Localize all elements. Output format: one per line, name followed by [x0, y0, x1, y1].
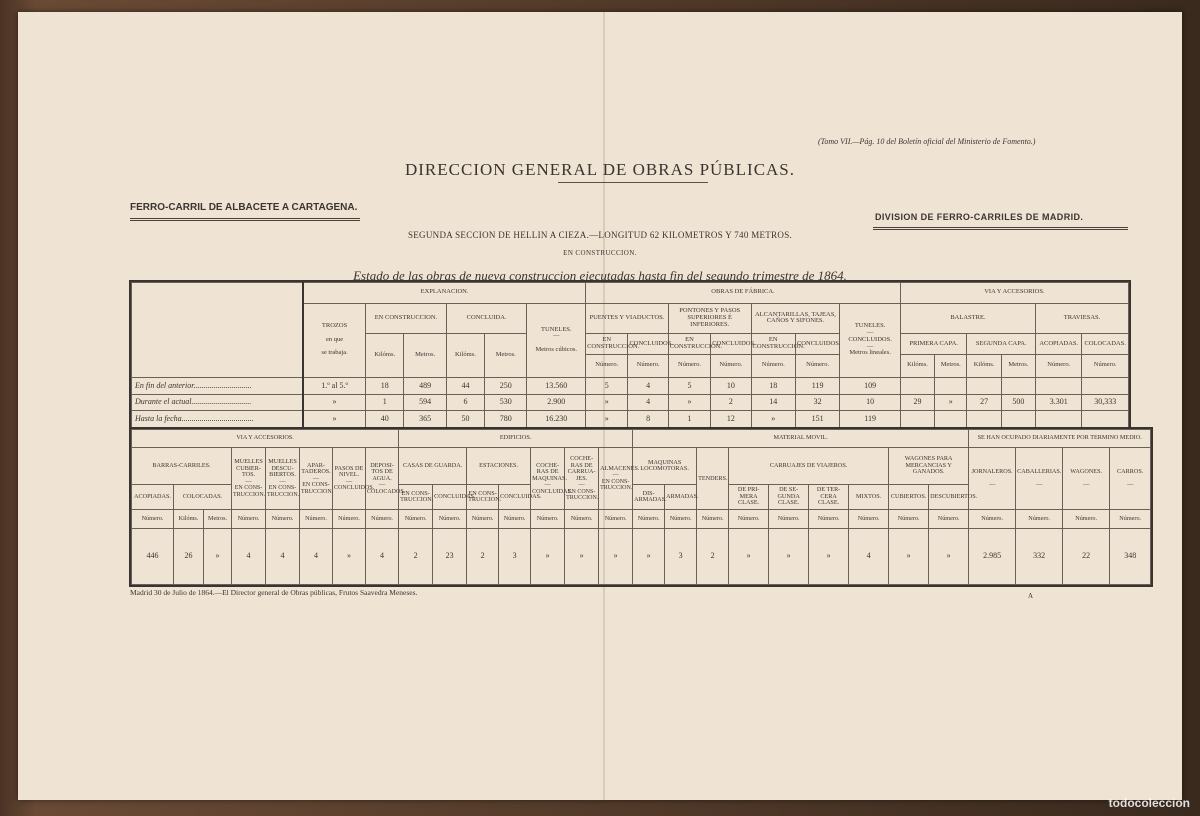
- head-carruajes: CARRUAJES DE VIAJEROS.: [729, 448, 889, 485]
- head-puentes: PUENTES Y VIADUCTOS.: [586, 303, 669, 334]
- head-muelles-cubiertos: MUELLES CUBIER-TOS. — EN CONS-TRUCCION.: [232, 448, 266, 510]
- table-cell: 29: [900, 394, 934, 411]
- table-cell: [1001, 411, 1035, 428]
- row-label: Hasta la fecha....................................: [132, 411, 304, 428]
- table-cell: 1.º al 5.º: [303, 377, 366, 394]
- group-edificios: EDIFICIOS.: [399, 430, 633, 448]
- label-header-cell: [132, 283, 304, 378]
- unit-cell: Número.: [599, 510, 633, 528]
- table-cell: 365: [404, 411, 446, 428]
- table-cell: 18: [751, 377, 795, 394]
- table-cell: 109: [840, 377, 901, 394]
- head-concluidos: CONCLUIDOS.: [628, 334, 668, 355]
- unit-cell: Metros.: [204, 510, 232, 528]
- head-maquinas: MAQUINAS LOCOMOTORAS.: [633, 448, 697, 485]
- head-en-cons: EN CONSTRUCCION.: [668, 334, 710, 355]
- page-mark: A: [1028, 592, 1034, 600]
- unit-cell: Número.: [929, 510, 969, 528]
- table-cell: »: [531, 528, 565, 584]
- signature-line: Madrid 30 de Julio de 1864.—El Director general de Obras públicas, Frutos Saavedra Meneses.: [130, 588, 418, 597]
- table-cell: [900, 377, 934, 394]
- head-carros: CARROS. —: [1110, 448, 1151, 510]
- table-row: [132, 394, 1129, 411]
- group-via-accesorios: VIA Y ACCESORIOS.: [132, 430, 399, 448]
- head-wagones: WAGONES. —: [1063, 448, 1110, 510]
- head-tercera-clase: DE TER-CERA CLASE.: [809, 485, 849, 510]
- head-segunda-clase: DE SE-GUNDA CLASE.: [769, 485, 809, 510]
- watermark: todocoleccion: [1108, 796, 1190, 810]
- table-cell: [1082, 411, 1129, 428]
- table-cell: 40: [366, 411, 404, 428]
- table-cell: 332: [1016, 528, 1063, 584]
- table-cell: [1036, 377, 1082, 394]
- head-metros: Metros.: [1001, 354, 1035, 377]
- unit-cell: Número.: [565, 510, 599, 528]
- table-cell: 4: [849, 528, 889, 584]
- table-cell: 1: [668, 411, 710, 428]
- table-cell: 151: [795, 411, 839, 428]
- table-cell: 23: [433, 528, 467, 584]
- table-cell: »: [599, 528, 633, 584]
- table-cell: 44: [446, 377, 484, 394]
- unit-cell: Número.: [132, 510, 174, 528]
- unit-cell: Número.: [729, 510, 769, 528]
- unit-cell: Número.: [266, 510, 300, 528]
- head-en-cons: EN CONSTRUCCION.: [586, 334, 628, 355]
- head-cocheras-maquinas: COCHE-RAS DE MAQUINAS. — CONCLUIDAS.: [531, 448, 565, 510]
- head-barras-carriles: BARRAS-CARRILES.: [132, 448, 232, 485]
- head-cocheras-carruajes: COCHE-RAS DE CARRUA-JES. — EN CONS-TRUCCION.: [565, 448, 599, 510]
- head-concluidos: CONCLUIDOS.: [795, 334, 839, 355]
- head-kiloms: Kilóms.: [366, 334, 404, 378]
- table-cell: [935, 411, 967, 428]
- division-rule: [873, 227, 1128, 228]
- table-cell: »: [929, 528, 969, 584]
- head-metros: Metros.: [935, 354, 967, 377]
- division-name: DIVISION DE FERRO-CARRILES DE MADRID.: [875, 212, 1084, 222]
- unit-cell: Número.: [809, 510, 849, 528]
- head-numero: Número.: [1082, 354, 1129, 377]
- head-numero: Número.: [628, 354, 668, 377]
- head-pasos-nivel: PASOS DE NIVEL. — CONCLUIDOS.: [333, 448, 366, 510]
- table-row: [132, 377, 1129, 394]
- table-cell: 250: [485, 377, 527, 394]
- document-sheet: [18, 12, 1182, 800]
- head-numero: Número.: [711, 354, 751, 377]
- unit-cell: Número.: [697, 510, 729, 528]
- table-cell: 2: [711, 394, 751, 411]
- table-cell: 13.560: [527, 377, 586, 394]
- title-rule: [558, 182, 708, 183]
- head-concluidos: CONCLUIDOS.: [711, 334, 751, 355]
- railway-name: FERRO-CARRIL DE ALBACETE A CARTAGENA.: [130, 202, 358, 213]
- unit-cell: Kilóms.: [174, 510, 204, 528]
- head-metros: Metros.: [485, 334, 527, 378]
- section-line: SEGUNDA SECCION DE HELLIN A CIEZA.—LONGITUD 62 KILOMETROS Y 740 METROS.: [407, 230, 793, 240]
- unit-cell: Número.: [849, 510, 889, 528]
- table-cell: 4: [366, 528, 399, 584]
- table-cell: »: [769, 528, 809, 584]
- row-label: Durante el actual..............................: [132, 394, 304, 411]
- status-line: EN CONSTRUCCION.: [563, 249, 637, 257]
- group-material-movil: MATERIAL MOVIL.: [633, 430, 969, 448]
- table-cell: 348: [1110, 528, 1151, 584]
- head-primera-capa: PRIMERA CAPA.: [900, 334, 967, 355]
- head-colocadas: COLOCADAS.: [1082, 334, 1129, 355]
- unit-cell: Número.: [665, 510, 697, 528]
- head-estaciones: ESTACIONES.: [467, 448, 531, 485]
- table-cell: 5: [586, 377, 628, 394]
- table-cell: 119: [840, 411, 901, 428]
- head-wagones-mercancias: WAGONES PARA MERCANCIAS Y GANADOS.: [889, 448, 969, 485]
- unit-cell: Número.: [467, 510, 499, 528]
- table-cell: [1036, 411, 1082, 428]
- unit-cell: Número.: [333, 510, 366, 528]
- table-cell: 10: [840, 394, 901, 411]
- head-apartaderos: APAR-TADEROS. — EN CONS-TRUCCION.: [300, 448, 333, 510]
- head-armadas: ARMADAS.: [665, 485, 697, 510]
- table-cell: 12: [711, 411, 751, 428]
- table-cell: 32: [795, 394, 839, 411]
- head-numero: Número.: [751, 354, 795, 377]
- unit-cell: Número.: [433, 510, 467, 528]
- head-tuneles: TUNELES. — Metros cúbicos.: [527, 303, 586, 377]
- head-concluidas: CONCLUIDAS.: [433, 485, 467, 510]
- unit-cell: Número.: [232, 510, 266, 528]
- table-cell: 489: [404, 377, 446, 394]
- table-row: [132, 411, 1129, 428]
- group-termino-medio: SE HAN OCUPADO DIARIAMENTE POR TERMINO MEDIO.: [969, 430, 1151, 448]
- table-cell: [1082, 377, 1129, 394]
- head-kiloms: Kilóms.: [446, 334, 484, 378]
- table-cell: [935, 377, 967, 394]
- head-tuneles-concluidos: TUNELES. — CONCLUIDOS. — Metros lineales.: [840, 303, 901, 377]
- head-muelles-descubiertos: MUELLES DESCU-BIERTOS. — EN CONS-TRUCCION.: [266, 448, 300, 510]
- table-cell: »: [303, 394, 366, 411]
- head-kiloms: Kilóms.: [900, 354, 934, 377]
- table-cell: 4: [628, 394, 668, 411]
- table-cell: »: [889, 528, 929, 584]
- table-cell: 780: [485, 411, 527, 428]
- table-cell: 1: [366, 394, 404, 411]
- head-balastre: BALASTRE.: [900, 303, 1035, 334]
- table-cell: 4: [266, 528, 300, 584]
- table-cell: [967, 411, 1001, 428]
- unit-cell: Número.: [1016, 510, 1063, 528]
- head-descubiertos: DESCUBIERTOS.: [929, 485, 969, 510]
- unit-cell: Número.: [399, 510, 433, 528]
- unit-cell: Número.: [1110, 510, 1151, 528]
- table-cell: »: [751, 411, 795, 428]
- table-cell: 26: [174, 528, 204, 584]
- head-numero: Número.: [668, 354, 710, 377]
- table-cell: »: [565, 528, 599, 584]
- table-cell: 6: [446, 394, 484, 411]
- head-mixtos: MIXTOS.: [849, 485, 889, 510]
- table-cell: »: [586, 411, 628, 428]
- table-cell: »: [633, 528, 665, 584]
- group-via-accesorios: VIA Y ACCESORIOS.: [900, 283, 1128, 304]
- head-en-cons: EN CONSTRUCCION.: [751, 334, 795, 355]
- group-explanacion: EXPLANACION.: [303, 283, 586, 304]
- head-acopiadas: ACOPIADAS.: [132, 485, 174, 510]
- table-cell: [900, 411, 934, 428]
- unit-cell: Número.: [633, 510, 665, 528]
- table-cell: 16.230: [527, 411, 586, 428]
- table-cell: 2: [467, 528, 499, 584]
- page-title: DIRECCION GENERAL DE OBRAS PÚBLICAS.: [404, 160, 796, 179]
- table-cell: »: [586, 394, 628, 411]
- table-cell: 3: [665, 528, 697, 584]
- unit-cell: Número.: [969, 510, 1016, 528]
- head-numero: Número.: [795, 354, 839, 377]
- table-row: [132, 528, 1151, 584]
- table-cell: 10: [711, 377, 751, 394]
- table-cell: 4: [300, 528, 333, 584]
- table-cell: 30,333: [1082, 394, 1129, 411]
- unit-cell: Número.: [300, 510, 333, 528]
- head-trozos: TROZOS en que se trabaja.: [303, 303, 366, 377]
- head-casas-guarda: CASAS DE GUARDA.: [399, 448, 467, 485]
- table-cell: »: [204, 528, 232, 584]
- works-table-top: [131, 282, 1129, 428]
- unit-cell: Número.: [366, 510, 399, 528]
- table-cell: 3: [499, 528, 531, 584]
- head-concluidas: CONCLUIDAS.: [499, 485, 531, 510]
- head-cubiertos: CUBIERTOS.: [889, 485, 929, 510]
- table-cell: 8: [628, 411, 668, 428]
- unit-cell: Número.: [889, 510, 929, 528]
- table-cell: [967, 377, 1001, 394]
- table-cell: 18: [366, 377, 404, 394]
- head-en-cons: EN CONS-TRUCCION.: [399, 485, 433, 510]
- row-label: En fin del anterior.............................: [132, 377, 304, 394]
- head-jornaleros: JORNALEROS. —: [969, 448, 1016, 510]
- table-cell: 22: [1063, 528, 1110, 584]
- bulletin-reference: (Tomo VII.—Pág. 10 del Boletín oficial del Ministerio de Fomento.): [818, 137, 1036, 146]
- table-cell: »: [303, 411, 366, 428]
- table-cell: 446: [132, 528, 174, 584]
- table-cell: »: [668, 394, 710, 411]
- head-numero: Número.: [1036, 354, 1082, 377]
- table-cell: [1001, 377, 1035, 394]
- table-cell: »: [333, 528, 366, 584]
- railway-rule: [130, 218, 360, 219]
- head-kiloms: Kilóms.: [967, 354, 1001, 377]
- unit-cell: Número.: [769, 510, 809, 528]
- head-concluida: CONCLUIDA.: [446, 303, 527, 334]
- head-segunda-capa: SEGUNDA CAPA.: [967, 334, 1036, 355]
- head-tenders: TENDERS.: [697, 448, 729, 510]
- table-cell: 530: [485, 394, 527, 411]
- table-cell: »: [935, 394, 967, 411]
- head-almacenes: ALMACENES. — EN CONS-TRUCCION.: [599, 448, 633, 510]
- table-cell: 5: [668, 377, 710, 394]
- head-alcantarillas: ALCANTARILLAS, TAJEAS, CAÑOS Y SIFONES.: [751, 303, 840, 334]
- unit-cell: Número.: [531, 510, 565, 528]
- table-cell: »: [729, 528, 769, 584]
- table-cell: 119: [795, 377, 839, 394]
- table-cell: 500: [1001, 394, 1035, 411]
- group-obras-fabrica: OBRAS DE FÁBRICA.: [586, 283, 901, 304]
- head-acopiadas: ACOPIADAS.: [1036, 334, 1082, 355]
- table-cell: 594: [404, 394, 446, 411]
- table-cell: 2.985: [969, 528, 1016, 584]
- table-cell: 50: [446, 411, 484, 428]
- head-en-construccion: EN CONSTRUCCION.: [366, 303, 447, 334]
- table-cell: 27: [967, 394, 1001, 411]
- unit-cell: Número.: [499, 510, 531, 528]
- head-primera-clase: DE PRI-MERA CLASE.: [729, 485, 769, 510]
- head-colocadas: COLOCADAS.: [174, 485, 232, 510]
- table-cell: 2.900: [527, 394, 586, 411]
- head-depositos: DEPOSI-TOS DE AGUA. — COLOCADOS.: [366, 448, 399, 510]
- works-table-bottom: [131, 429, 1151, 585]
- head-caballerias: CABALLERIAS. —: [1016, 448, 1063, 510]
- head-pontones: PONTONES Y PASOS SUPERIORES É INFERIORES.: [668, 303, 751, 334]
- table-cell: 3.301: [1036, 394, 1082, 411]
- head-en-cons: EN CONS-TRUCCION.: [467, 485, 499, 510]
- head-dis-armadas: DIS-ARMADAS.: [633, 485, 665, 510]
- head-traviesas: TRAVIESAS.: [1036, 303, 1129, 334]
- table-cell: »: [809, 528, 849, 584]
- head-metros: Metros.: [404, 334, 446, 378]
- table-cell: 2: [399, 528, 433, 584]
- table-cell: 4: [628, 377, 668, 394]
- table-cell: 14: [751, 394, 795, 411]
- statement-line: Estado de las obras de nueva construccion ejecutadas hasta fin del segundo trimestre de 1864.: [353, 268, 847, 283]
- table-cell: 2: [697, 528, 729, 584]
- table-cell: 4: [232, 528, 266, 584]
- head-numero: Número.: [586, 354, 628, 377]
- unit-cell: Número.: [1063, 510, 1110, 528]
